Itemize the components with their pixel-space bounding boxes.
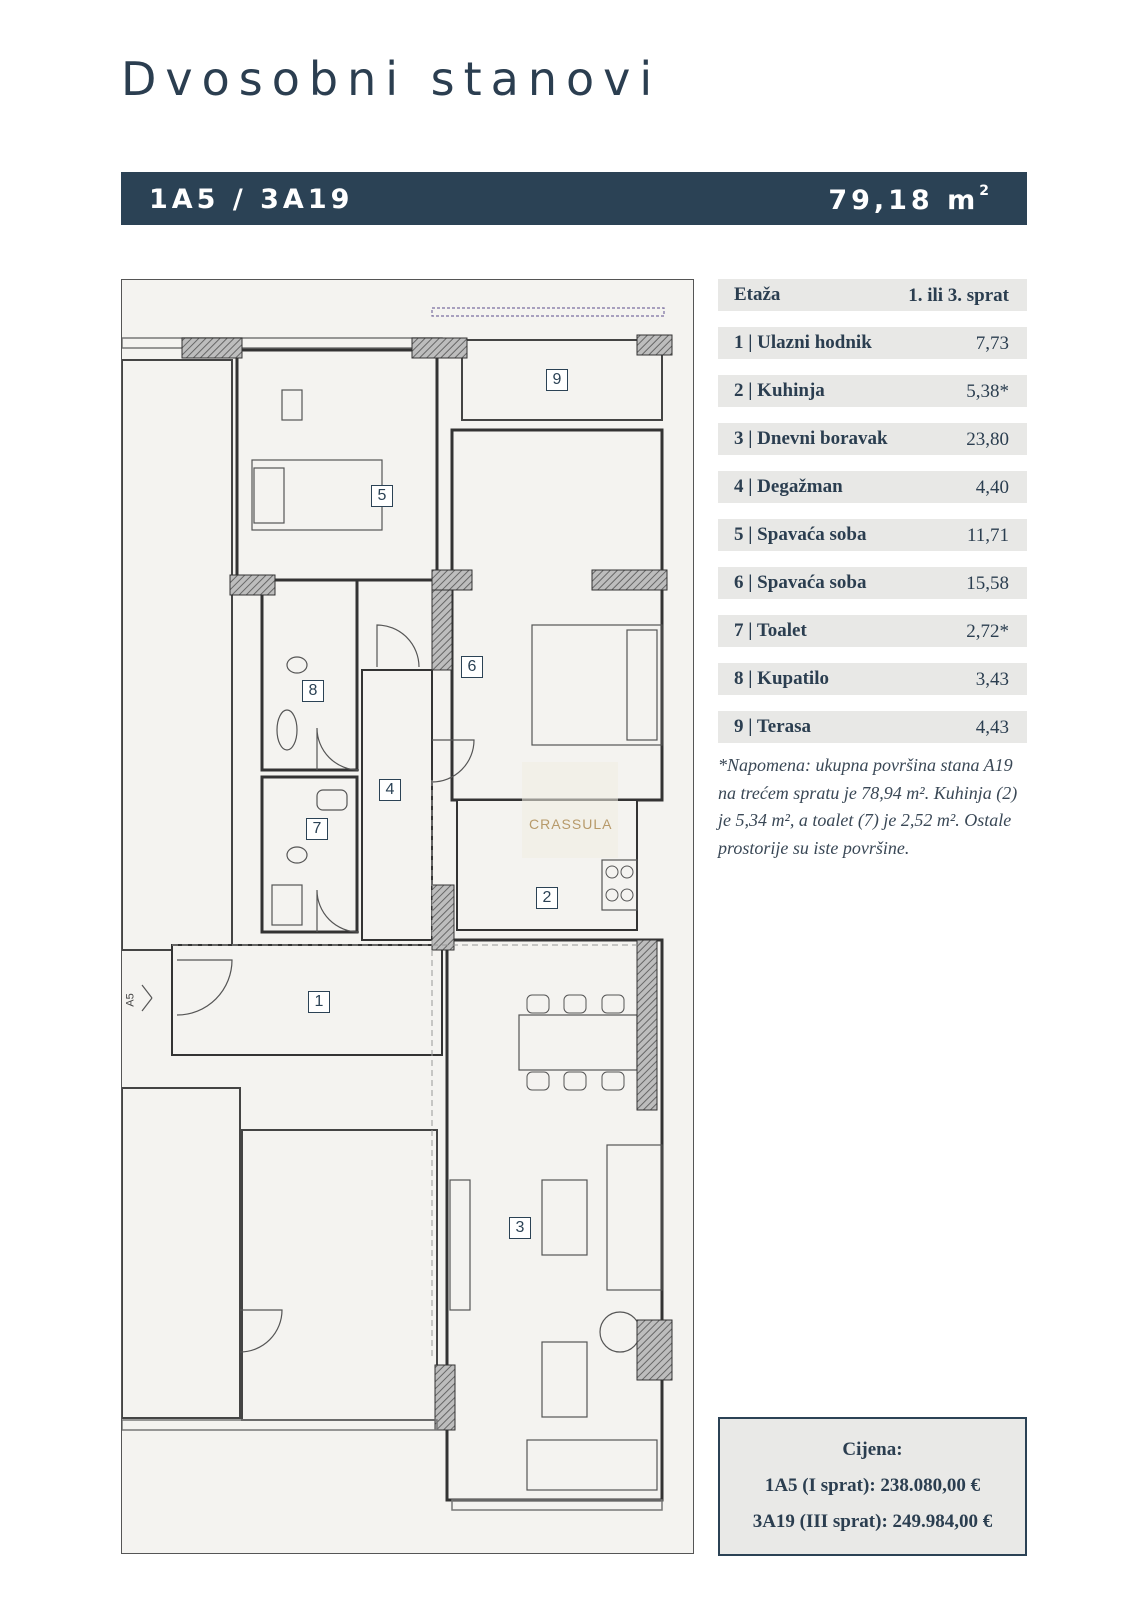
- price-box: [718, 1417, 1027, 1556]
- table-row: [718, 375, 1027, 407]
- apartment-area: [828, 185, 993, 216]
- row-label: 9 | Terasa: [734, 716, 812, 737]
- apartment-area-value: 79,18 m: [828, 185, 980, 216]
- neighbor-unit-top: [122, 360, 232, 950]
- table-row: [718, 471, 1027, 503]
- page-title: Dvosobni stanovi: [121, 52, 662, 106]
- table-row: [718, 327, 1027, 359]
- row-label: 6 | Spavaća soba: [734, 572, 867, 593]
- row-value: 4,43: [975, 717, 1009, 738]
- bedroom-5-room: [237, 350, 437, 580]
- floor-plan: [121, 279, 694, 1554]
- area-unit-sup: 2: [979, 183, 993, 199]
- row-label: 8 | Kupatilo: [734, 668, 829, 689]
- neighbor-room: [242, 1130, 437, 1420]
- room-number-3: 3: [509, 1217, 531, 1239]
- living-room-3-room: [447, 940, 662, 1500]
- table-row: [718, 519, 1027, 551]
- room-number-5: 5: [371, 485, 393, 507]
- entry-label: A5: [124, 993, 137, 1007]
- room-number-9: 9: [546, 369, 568, 391]
- room-number-8: 8: [302, 680, 324, 702]
- toilet-7-room: [262, 777, 357, 932]
- area-note: *Napomena: ukupna površina stana A19 na trećem spratu je 78,94 m². Kuhinja (2) je 5,34 m², a toalet (7) je 2,52 m². Ostale prostorije su iste površine.: [718, 755, 1018, 858]
- table-row: [718, 711, 1027, 743]
- room-number-7: 7: [306, 818, 328, 840]
- row-label: 1 | Ulazni hodnik: [734, 332, 872, 353]
- row-value: 2,72*: [966, 621, 1009, 642]
- row-label: Etaža: [734, 284, 781, 305]
- watermark-logo: [522, 762, 618, 858]
- room-area-table: [718, 279, 1027, 759]
- row-value: 23,80: [966, 429, 1009, 450]
- bathroom-8-room: [262, 580, 357, 770]
- row-label: 4 | Degažman: [734, 476, 843, 497]
- room-number-2: 2: [536, 887, 558, 909]
- table-row: [718, 663, 1027, 695]
- floor-plan-drawing: [122, 280, 695, 1555]
- table-row: [718, 279, 1027, 311]
- table-row: [718, 567, 1027, 599]
- row-label: 3 | Dnevni boravak: [734, 428, 888, 449]
- neighbor-unit-bottom: [122, 1088, 240, 1418]
- row-value: 4,40: [975, 477, 1009, 498]
- entry-hall-1-room: [172, 945, 442, 1055]
- table-row: [718, 423, 1027, 455]
- row-label: 5 | Spavaća soba: [734, 524, 867, 545]
- apartment-header-bar: [121, 172, 1027, 225]
- price-title: Cijena:: [842, 1439, 903, 1460]
- row-value: 3,43: [975, 669, 1009, 690]
- price-line-1: 1A5 (I sprat): 238.080,00 €: [764, 1475, 981, 1496]
- row-value: 11,71: [966, 525, 1009, 546]
- row-label: 2 | Kuhinja: [734, 380, 825, 401]
- row-value: 15,58: [966, 573, 1009, 594]
- room-number-6: 6: [461, 656, 483, 678]
- price-line-2: 3A19 (III sprat): 249.984,00 €: [752, 1511, 993, 1532]
- apartment-code: 1A5 / 3A19: [149, 184, 354, 215]
- room-number-4: 4: [379, 779, 401, 801]
- table-row: [718, 615, 1027, 647]
- watermark-text: CRASSULA: [529, 816, 613, 832]
- row-value: 5,38*: [966, 381, 1009, 402]
- row-label: 7 | Toalet: [734, 620, 807, 641]
- row-value: 7,73: [975, 333, 1009, 354]
- corridor-4-room: [362, 670, 432, 940]
- room-number-1: 1: [308, 991, 330, 1013]
- row-value: 1. ili 3. sprat: [908, 285, 1009, 306]
